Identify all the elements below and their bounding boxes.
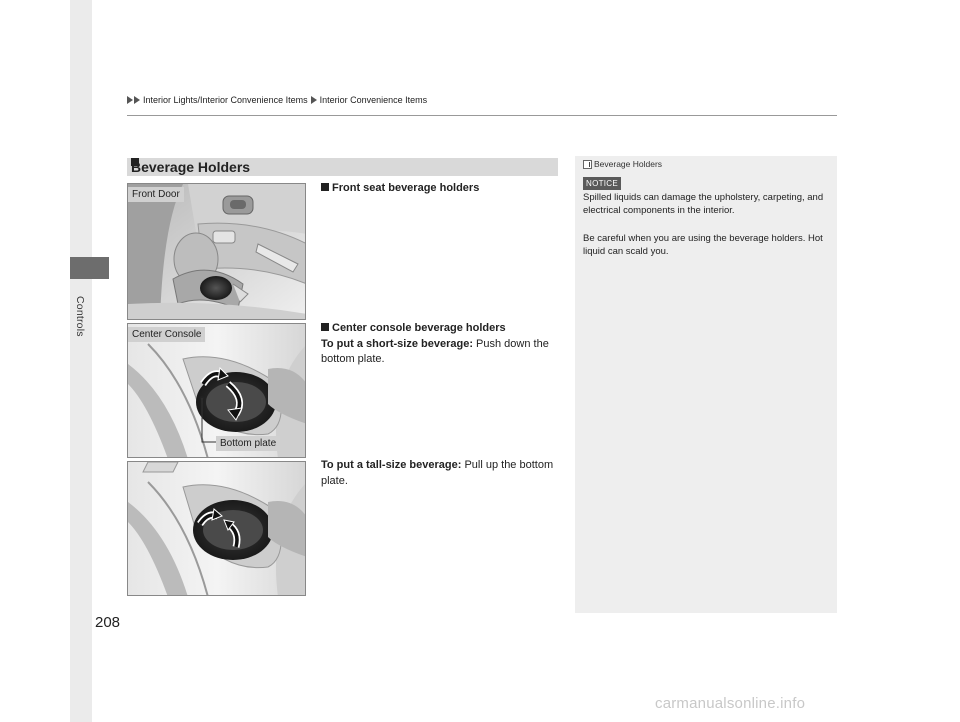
section-header: Beverage Holders — [127, 158, 558, 176]
double-arrow-icon — [127, 96, 133, 104]
double-arrow-icon-2 — [134, 96, 140, 104]
page-number: 208 — [95, 614, 121, 631]
watermark: carmanualsonline.info — [655, 695, 806, 712]
sidebar-label-text: Controls — [74, 296, 86, 337]
square-bullet-icon — [321, 183, 329, 191]
breadcrumb-parent[interactable]: Interior Lights/Interior Convenience Items — [143, 95, 308, 105]
note-title: Beverage Holders — [583, 159, 662, 169]
center-console-label: Center Console — [128, 327, 205, 342]
breadcrumb-current[interactable]: Interior Convenience Items — [319, 95, 428, 105]
front-door-label: Front Door — [128, 187, 184, 202]
sidebar-section-label — [70, 296, 92, 386]
bottom-plate-callout: Bottom plate — [216, 436, 280, 451]
notes-panel — [575, 156, 837, 613]
caution-text: Be careful when you are using the beverage holders. Hot liquid can scald you. — [583, 233, 823, 257]
notice-text: Spilled liquids can damage the upholstery, carpeting, and electrical components in the interior. — [583, 192, 824, 216]
center-console-illustration — [127, 323, 306, 458]
breadcrumb — [127, 95, 427, 105]
sidebar-tab-marker — [70, 257, 109, 279]
center-console-tall-illustration — [127, 461, 306, 596]
reference-icon — [583, 160, 592, 169]
front-door-illustration — [127, 183, 306, 320]
notice-badge: NOTICE — [583, 177, 621, 190]
front-seat-heading: Front seat beverage holders — [321, 181, 479, 197]
header-divider — [127, 115, 837, 116]
tall-beverage-instruction: To put a tall-size beverage: Pull up the bottom plate. — [321, 459, 554, 487]
center-console-section — [321, 321, 556, 368]
arrow-right-icon — [311, 96, 317, 104]
square-bullet-icon — [321, 323, 329, 331]
center-console-heading: Center console beverage holders — [321, 321, 556, 337]
short-beverage-instruction: To put a short-size beverage: Push down the bottom plate. — [321, 337, 549, 365]
